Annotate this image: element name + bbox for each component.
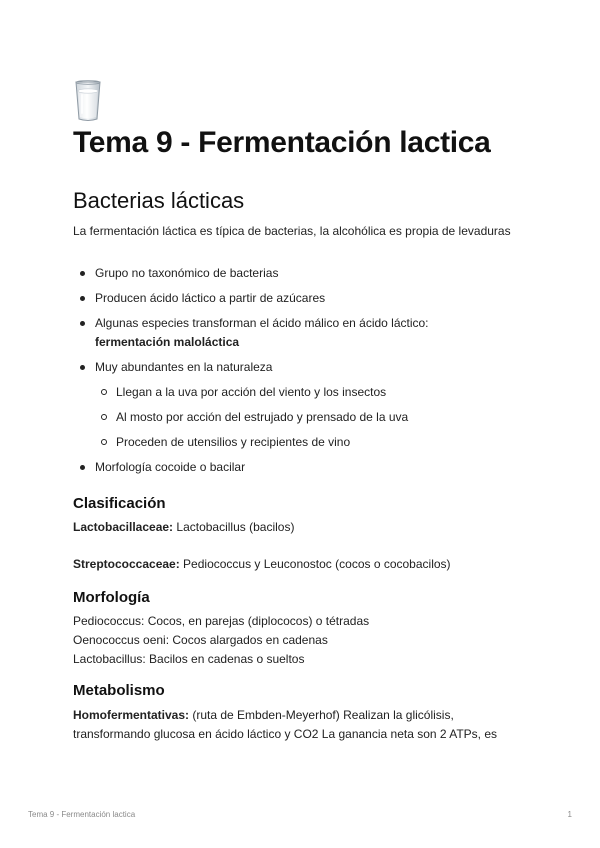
list-item (73, 289, 523, 308)
intro-paragraph: La fermentación láctica es típica de bacterias, la alcohólica es propia de levaduras (73, 224, 511, 238)
paragraph-line: Oenococcus oeni: Cocos alargados en cadenas (73, 633, 328, 647)
list-item-text: Producen ácido láctico a partir de azúcares (95, 291, 326, 305)
bold-term: Lactobacillaceae: (73, 520, 174, 534)
sub-list-item (95, 383, 523, 402)
paragraph-line: transformando glucosa en ácido láctico y CO2 La ganancia neta son 2 ATPs, es (73, 727, 498, 741)
paragraph-text: Lactobacillus (bacilos) (173, 520, 295, 534)
bold-term: fermentación maloláctica (95, 335, 240, 349)
list-item (73, 264, 523, 283)
sub-list-item (95, 433, 523, 452)
section-heading-clasificacion: Clasificación (73, 495, 166, 512)
sub-list-item-text: Al mosto por acción del estrujado y prensado de la uva (116, 410, 409, 424)
section-heading-morfologia: Morfología (73, 589, 150, 606)
page-title: Tema 9 - Fermentación lactica (73, 126, 491, 159)
list-item (73, 458, 523, 477)
paragraph-line: Pediococcus: Cocos, en parejas (diplococos) o tétradas (73, 614, 370, 628)
list-item-text: Grupo no taxonómico de bacterias (95, 266, 279, 280)
paragraph-line: Lactobacillus: Bacilos en cadenas o sueltos (73, 652, 305, 666)
paragraph-text: Pediococcus y Leuconostoc (cocos o cocobacilos) (179, 557, 451, 571)
clasificacion-paragraph-2 (73, 555, 451, 574)
milk-glass-icon (73, 80, 103, 122)
paragraph-text: (ruta de Embden-Meyerhof) Realizan la glicólisis, (189, 708, 454, 722)
section-heading-metabolismo: Metabolismo (73, 682, 165, 699)
section-heading-bacterias: Bacterias lácticas (73, 188, 245, 213)
footer-title: Tema 9 - Fermentación lactica (28, 810, 136, 819)
clasificacion-paragraph-1 (73, 518, 294, 537)
list-item-text: Algunas especies transforman el ácido málico en ácido láctico: (95, 316, 429, 330)
sub-list-item (95, 408, 523, 427)
metabolismo-paragraph (73, 706, 533, 744)
morfologia-paragraph (73, 612, 369, 669)
sub-list (95, 383, 523, 452)
page-number: 1 (567, 810, 572, 819)
bold-term: Streptococcaceae: (73, 557, 180, 571)
list-item (73, 314, 523, 352)
bold-term: Homofermentativas: (73, 708, 190, 722)
list-item-text: Morfología cocoide o bacilar (95, 460, 246, 474)
sub-list-item-text: Proceden de utensilios y recipientes de vino (116, 435, 351, 449)
list-item (73, 358, 523, 452)
bullet-list (73, 264, 523, 477)
list-item-text: Muy abundantes en la naturaleza (95, 360, 273, 374)
sub-list-item-text: Llegan a la uva por acción del viento y los insectos (116, 385, 387, 399)
